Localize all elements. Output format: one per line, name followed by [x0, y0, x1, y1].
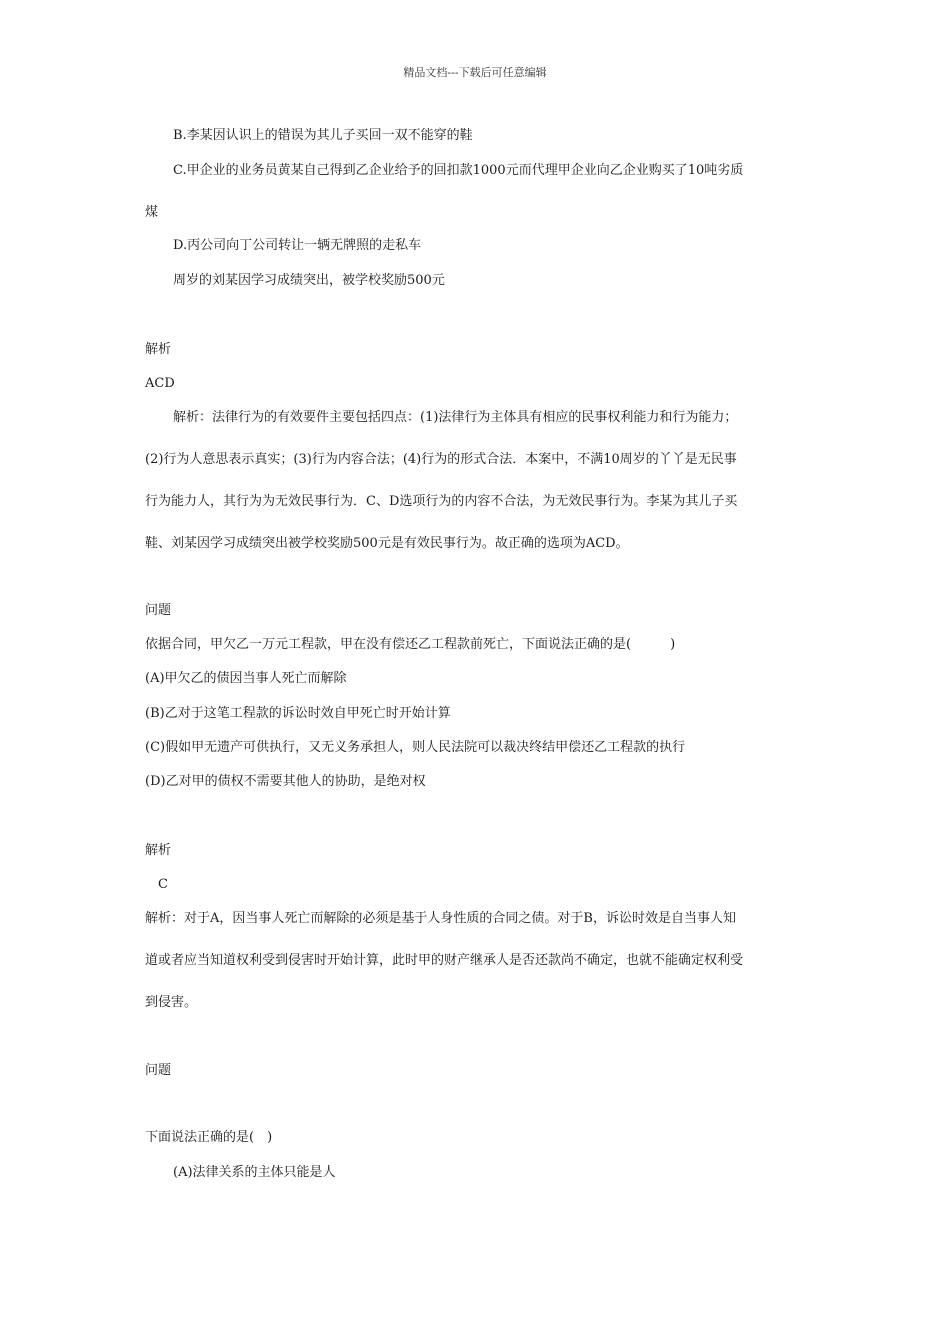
text-line: 解析：法律行为的有效要件主要包括四点：(1)法律行为主体具有相应的民事权利能力和行为能力；	[173, 410, 738, 425]
text-line: C.甲企业的业务员黄某自己得到乙企业给予的回扣款1000元而代理甲企业向乙企业购买了10吨劣质	[173, 163, 744, 178]
text-line: C	[158, 877, 168, 892]
text-line: 问题	[145, 1063, 172, 1078]
text-line: (2)行为人意思表示真实；(3)行为内容合法；(4)行为的形式合法．本案中，不满10周岁的丫丫是无民事	[145, 452, 737, 467]
text-line: (A)法律关系的主体只能是人	[173, 1165, 336, 1180]
text-line: 鞋、刘某因学习成绩突出被学校奖励500元是有效民事行为。故正确的选项为ACD。	[145, 536, 629, 551]
text-line: 解析	[145, 843, 172, 858]
text-line: (C)假如甲无遗产可供执行，又无义务承担人，则人民法院可以裁决终结甲偿还乙工程款的执行	[145, 740, 686, 755]
text-line: 解析：对于A，因当事人死亡而解除的必须是基于人身性质的合同之债。对于B，诉讼时效是自当事人知	[145, 911, 736, 926]
text-line: 解析	[145, 342, 172, 357]
text-line: D.丙公司向丁公司转让一辆无牌照的走私车	[173, 238, 422, 253]
text-line: 道或者应当知道权利受到侵害时开始计算，此时甲的财产继承人是否还款尚不确定，也就不能确定权利受	[145, 953, 744, 968]
text-line: ACD	[145, 376, 175, 391]
page-header: 精品文档---下载后可任意编辑	[403, 66, 547, 79]
text-line: (D)乙对甲的债权不需要其他人的协助，是绝对权	[145, 774, 426, 789]
text-line: B.李某因认识上的错误为其儿子买回一双不能穿的鞋	[173, 128, 473, 143]
text-line: 煤	[145, 205, 159, 220]
text-line: 问题	[145, 603, 172, 618]
text-line: 依据合同，甲欠乙一万元工程款，甲在没有偿还乙工程款前死亡，下面说法正确的是( )	[145, 637, 676, 652]
text-line: 到侵害。	[145, 995, 198, 1010]
text-line: (B)乙对于这笔工程款的诉讼时效自甲死亡时开始计算	[145, 706, 451, 721]
text-line: (A)甲欠乙的债因当事人死亡而解除	[145, 671, 347, 686]
text-line: 行为能力人，其行为为无效民事行为．C、D选项行为的内容不合法，为无效民事行为。李某为其儿子买	[145, 494, 738, 509]
text-line: 下面说法正确的是( )	[145, 1130, 273, 1145]
text-line: 周岁的刘某因学习成绩突出，被学校奖励500元	[173, 273, 445, 288]
